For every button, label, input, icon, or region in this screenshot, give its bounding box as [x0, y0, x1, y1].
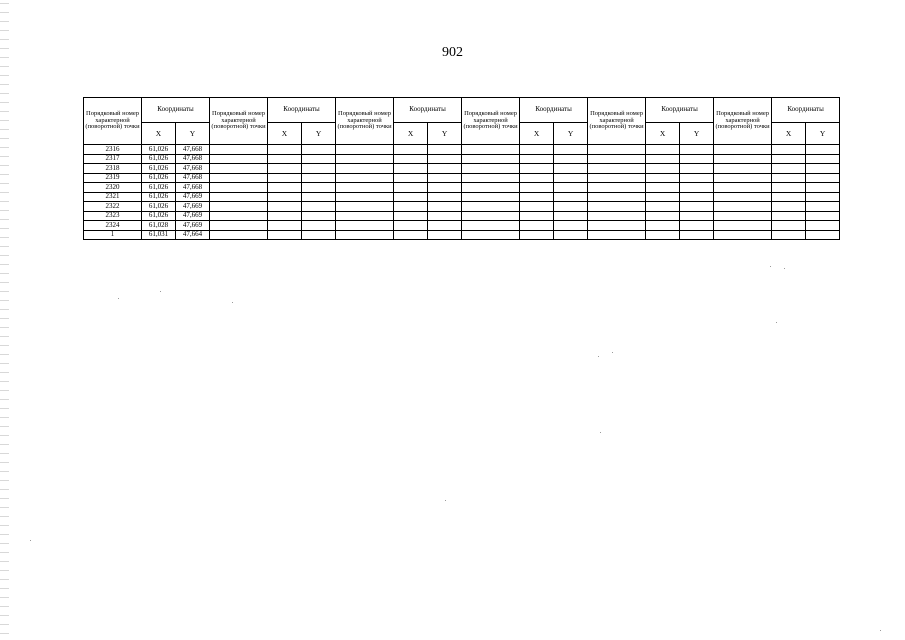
y-coordinate-cell: 47,669	[176, 202, 210, 212]
empty-cell	[210, 211, 268, 221]
empty-cell	[772, 173, 806, 183]
coordinates-header: Координаты	[772, 98, 840, 123]
coordinates-table	[83, 97, 840, 240]
empty-cell	[680, 192, 714, 202]
empty-cell	[646, 183, 680, 193]
x-header: X	[520, 123, 554, 145]
empty-cell	[554, 192, 588, 202]
y-coordinate-cell: 47,668	[176, 145, 210, 155]
empty-cell	[210, 221, 268, 231]
empty-cell	[806, 211, 840, 221]
empty-cell	[772, 202, 806, 212]
x-coordinate-cell: 61,026	[142, 202, 176, 212]
empty-cell	[394, 145, 428, 155]
table-header-row	[84, 98, 840, 123]
empty-cell	[588, 202, 646, 212]
empty-cell	[520, 230, 554, 240]
empty-cell	[520, 192, 554, 202]
empty-cell	[210, 230, 268, 240]
empty-cell	[680, 230, 714, 240]
empty-cell	[302, 221, 336, 231]
empty-cell	[714, 230, 772, 240]
point-number-cell: 2319	[84, 173, 142, 183]
table-row	[84, 211, 840, 221]
empty-cell	[646, 230, 680, 240]
empty-cell	[394, 211, 428, 221]
empty-cell	[806, 145, 840, 155]
empty-cell	[588, 221, 646, 231]
empty-cell	[210, 173, 268, 183]
empty-cell	[554, 221, 588, 231]
empty-cell	[336, 230, 394, 240]
empty-cell	[268, 183, 302, 193]
empty-cell	[588, 230, 646, 240]
empty-cell	[428, 164, 462, 174]
empty-cell	[428, 230, 462, 240]
point-number-cell: 2323	[84, 211, 142, 221]
empty-cell	[462, 221, 520, 231]
point-number-header: Порядковый номер характерной (поворотной) точки	[462, 98, 520, 145]
empty-cell	[714, 164, 772, 174]
y-coordinate-cell: 47,669	[176, 211, 210, 221]
empty-cell	[714, 183, 772, 193]
point-number-cell: 1	[84, 230, 142, 240]
empty-cell	[336, 221, 394, 231]
empty-cell	[520, 202, 554, 212]
x-coordinate-cell: 61,028	[142, 221, 176, 231]
empty-cell	[394, 230, 428, 240]
empty-cell	[428, 173, 462, 183]
empty-cell	[462, 164, 520, 174]
empty-cell	[428, 154, 462, 164]
empty-cell	[520, 154, 554, 164]
empty-cell	[646, 173, 680, 183]
x-coordinate-cell: 61,026	[142, 164, 176, 174]
y-coordinate-cell: 47,668	[176, 183, 210, 193]
empty-cell	[646, 202, 680, 212]
x-coordinate-cell: 61,026	[142, 211, 176, 221]
y-coordinate-cell: 47,668	[176, 154, 210, 164]
table-row	[84, 221, 840, 231]
empty-cell	[714, 145, 772, 155]
empty-cell	[554, 211, 588, 221]
y-header: Y	[176, 123, 210, 145]
empty-cell	[554, 164, 588, 174]
point-number-header: Порядковый номер характерной (поворотной) точки	[84, 98, 142, 145]
y-header: Y	[554, 123, 588, 145]
empty-cell	[588, 154, 646, 164]
empty-cell	[646, 145, 680, 155]
empty-cell	[554, 230, 588, 240]
empty-cell	[302, 164, 336, 174]
coordinates-header: Координаты	[394, 98, 462, 123]
page-number: 902	[442, 45, 463, 60]
coordinates-header: Координаты	[520, 98, 588, 123]
x-coordinate-cell: 61,026	[142, 154, 176, 164]
empty-cell	[268, 154, 302, 164]
empty-cell	[462, 145, 520, 155]
empty-cell	[210, 164, 268, 174]
empty-cell	[428, 183, 462, 193]
empty-cell	[462, 173, 520, 183]
empty-cell	[268, 230, 302, 240]
empty-cell	[646, 192, 680, 202]
empty-cell	[680, 202, 714, 212]
empty-cell	[646, 221, 680, 231]
empty-cell	[714, 221, 772, 231]
point-number-cell: 2324	[84, 221, 142, 231]
x-header: X	[646, 123, 680, 145]
point-number-cell: 2321	[84, 192, 142, 202]
x-header: X	[772, 123, 806, 145]
empty-cell	[680, 183, 714, 193]
empty-cell	[268, 164, 302, 174]
x-header: X	[394, 123, 428, 145]
x-coordinate-cell: 61,026	[142, 145, 176, 155]
empty-cell	[462, 202, 520, 212]
empty-cell	[772, 211, 806, 221]
empty-cell	[554, 173, 588, 183]
empty-cell	[588, 192, 646, 202]
x-coordinate-cell: 61,031	[142, 230, 176, 240]
empty-cell	[588, 173, 646, 183]
empty-cell	[210, 154, 268, 164]
empty-cell	[268, 202, 302, 212]
y-header: Y	[806, 123, 840, 145]
empty-cell	[646, 164, 680, 174]
empty-cell	[772, 192, 806, 202]
empty-cell	[462, 211, 520, 221]
empty-cell	[680, 211, 714, 221]
empty-cell	[588, 211, 646, 221]
x-header: X	[142, 123, 176, 145]
empty-cell	[428, 192, 462, 202]
empty-cell	[394, 154, 428, 164]
empty-cell	[302, 154, 336, 164]
point-number-header: Порядковый номер характерной (поворотной) точки	[714, 98, 772, 145]
scan-left-edge	[0, 0, 9, 640]
y-coordinate-cell: 47,669	[176, 192, 210, 202]
point-number-cell: 2320	[84, 183, 142, 193]
empty-cell	[714, 154, 772, 164]
table-row	[84, 183, 840, 193]
empty-cell	[554, 183, 588, 193]
empty-cell	[554, 202, 588, 212]
y-coordinate-cell: 47,669	[176, 221, 210, 231]
empty-cell	[268, 173, 302, 183]
empty-cell	[210, 202, 268, 212]
empty-cell	[428, 211, 462, 221]
coordinates-header: Координаты	[646, 98, 714, 123]
empty-cell	[714, 192, 772, 202]
empty-cell	[336, 211, 394, 221]
x-coordinate-cell: 61,026	[142, 183, 176, 193]
empty-cell	[428, 202, 462, 212]
empty-cell	[462, 230, 520, 240]
empty-cell	[714, 202, 772, 212]
empty-cell	[806, 221, 840, 231]
y-coordinate-cell: 47,664	[176, 230, 210, 240]
empty-cell	[680, 145, 714, 155]
empty-cell	[520, 145, 554, 155]
empty-cell	[520, 221, 554, 231]
empty-cell	[772, 145, 806, 155]
y-coordinate-cell: 47,668	[176, 164, 210, 174]
empty-cell	[394, 202, 428, 212]
coordinates-header: Координаты	[268, 98, 336, 123]
y-header: Y	[302, 123, 336, 145]
empty-cell	[462, 183, 520, 193]
empty-cell	[336, 202, 394, 212]
empty-cell	[772, 230, 806, 240]
point-number-cell: 2322	[84, 202, 142, 212]
empty-cell	[646, 154, 680, 164]
empty-cell	[772, 154, 806, 164]
empty-cell	[268, 192, 302, 202]
table-row	[84, 192, 840, 202]
x-header: X	[268, 123, 302, 145]
point-number-cell: 2318	[84, 164, 142, 174]
empty-cell	[520, 164, 554, 174]
empty-cell	[680, 221, 714, 231]
empty-cell	[210, 192, 268, 202]
empty-cell	[462, 192, 520, 202]
empty-cell	[394, 221, 428, 231]
empty-cell	[336, 173, 394, 183]
y-coordinate-cell: 47,668	[176, 173, 210, 183]
empty-cell	[588, 145, 646, 155]
empty-cell	[336, 192, 394, 202]
empty-cell	[806, 202, 840, 212]
empty-cell	[394, 192, 428, 202]
y-header: Y	[680, 123, 714, 145]
empty-cell	[394, 173, 428, 183]
table-row	[84, 145, 840, 155]
empty-cell	[462, 154, 520, 164]
empty-cell	[394, 164, 428, 174]
empty-cell	[302, 192, 336, 202]
empty-cell	[806, 183, 840, 193]
empty-cell	[646, 211, 680, 221]
empty-cell	[680, 154, 714, 164]
empty-cell	[680, 164, 714, 174]
empty-cell	[302, 183, 336, 193]
empty-cell	[520, 211, 554, 221]
table-row	[84, 202, 840, 212]
empty-cell	[554, 154, 588, 164]
empty-cell	[772, 221, 806, 231]
table-row	[84, 154, 840, 164]
empty-cell	[302, 211, 336, 221]
table-row	[84, 164, 840, 174]
empty-cell	[302, 202, 336, 212]
empty-cell	[520, 183, 554, 193]
point-number-header: Порядковый номер характерной (поворотной) точки	[588, 98, 646, 145]
empty-cell	[806, 173, 840, 183]
empty-cell	[210, 145, 268, 155]
empty-cell	[302, 230, 336, 240]
empty-cell	[302, 173, 336, 183]
empty-cell	[302, 145, 336, 155]
empty-cell	[428, 221, 462, 231]
x-coordinate-cell: 61,026	[142, 173, 176, 183]
point-number-cell: 2317	[84, 154, 142, 164]
empty-cell	[806, 164, 840, 174]
empty-cell	[588, 183, 646, 193]
empty-cell	[806, 192, 840, 202]
table-row	[84, 173, 840, 183]
empty-cell	[268, 211, 302, 221]
table-row	[84, 230, 840, 240]
empty-cell	[806, 154, 840, 164]
empty-cell	[714, 211, 772, 221]
empty-cell	[714, 173, 772, 183]
x-coordinate-cell: 61,026	[142, 192, 176, 202]
empty-cell	[588, 164, 646, 174]
empty-cell	[520, 173, 554, 183]
point-number-header: Порядковый номер характерной (поворотной) точки	[336, 98, 394, 145]
empty-cell	[268, 221, 302, 231]
empty-cell	[428, 145, 462, 155]
empty-cell	[336, 164, 394, 174]
empty-cell	[336, 145, 394, 155]
empty-cell	[772, 183, 806, 193]
coordinates-header: Координаты	[142, 98, 210, 123]
empty-cell	[806, 230, 840, 240]
empty-cell	[336, 183, 394, 193]
y-header: Y	[428, 123, 462, 145]
empty-cell	[680, 173, 714, 183]
empty-cell	[268, 145, 302, 155]
empty-cell	[210, 183, 268, 193]
empty-cell	[554, 145, 588, 155]
empty-cell	[336, 154, 394, 164]
empty-cell	[772, 164, 806, 174]
point-number-cell: 2316	[84, 145, 142, 155]
point-number-header: Порядковый номер характерной (поворотной) точки	[210, 98, 268, 145]
empty-cell	[394, 183, 428, 193]
